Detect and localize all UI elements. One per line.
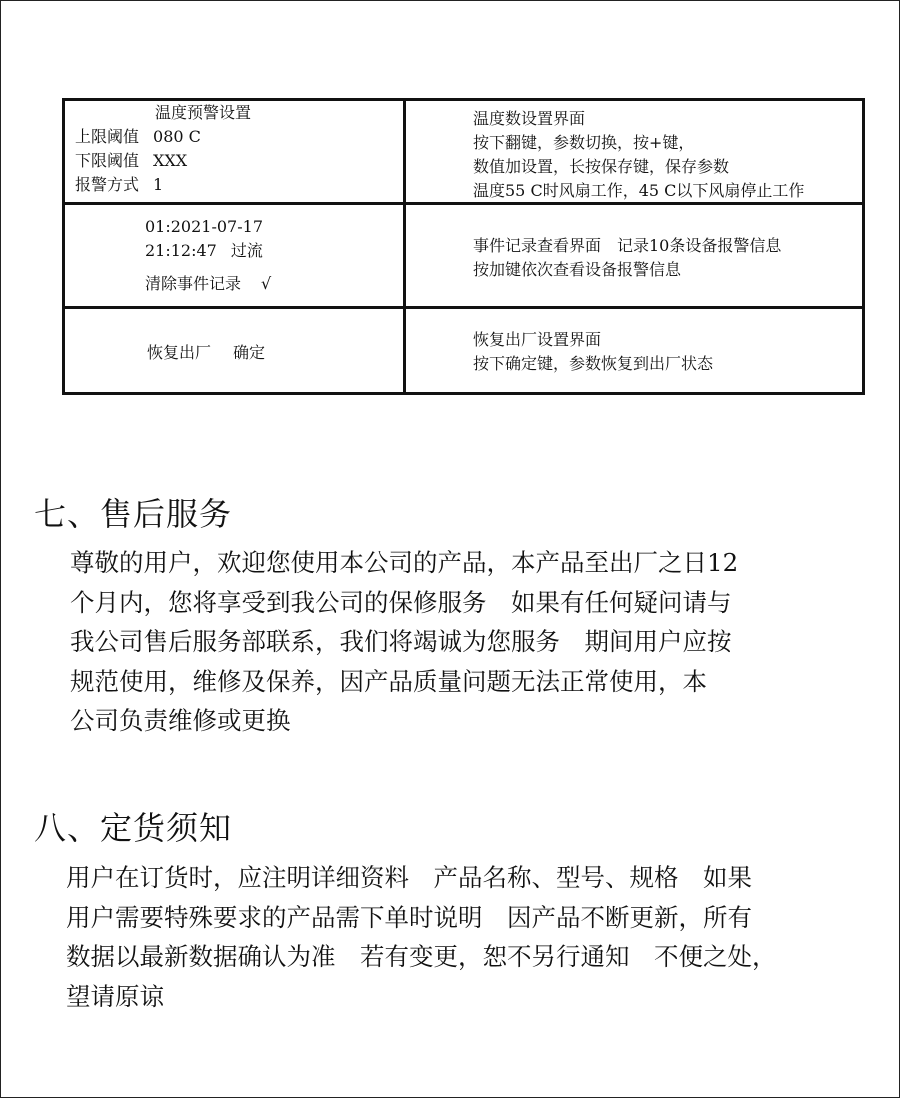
temp-alarm-settings-cell [75,101,251,197]
after-sales-paragraph [70,543,738,741]
upper-threshold-value: 080 C [153,127,201,146]
paragraph-line: 规范使用，维修及保养，因产品质量问题无法正常使用，本 [70,666,707,696]
paragraph-line: 个月内，您将享受到我公司的保修服务 如果有任何疑问请与 [70,587,732,617]
paragraph-line: 尊敬的用户，欢迎您使用本公司的产品，本产品至出厂之日12 [70,548,739,577]
description-line: 温度55 C时风扇工作，45 C以下风扇停止工作 [473,181,805,200]
event-time: 21:12:47 [145,241,217,260]
paragraph-line: 望请原谅 [66,981,164,1011]
description-line: 温度数设置界面 [473,109,586,128]
upper-threshold-row [75,125,251,149]
event-date: 01:2021-07-17 [145,217,263,236]
clear-events-label: 清除事件记录 [145,274,242,293]
event-type: 过流 [230,241,263,260]
factory-reset-cell [147,341,265,365]
after-sales-heading: 七、售后服务 [34,495,233,533]
description-line: 恢复出厂设置界面 [473,330,602,349]
paragraph-line: 公司负责维修或更换 [70,706,291,735]
temp-alarm-title: 温度预警设置 [155,103,252,122]
description-line: 事件记录查看界面 记录10条设备报警信息 [473,236,782,255]
factory-reset-description [473,328,713,376]
description-line: 按下确定键，参数恢复到出厂状态 [473,354,714,373]
upper-threshold-label: 上限阈值 [75,127,140,146]
paragraph-line: 用户在订货时，应注明详细资料 产品名称、型号、规格 如果 [66,863,752,892]
factory-reset-confirm: 确定 [233,343,266,362]
table-divider-row2 [65,306,862,309]
paragraph-line: 用户需要特殊要求的产品需下单时说明 因产品不断更新，所有 [66,902,752,932]
event-record-cell [145,215,271,296]
clear-events-row [145,272,271,296]
ordering-notice-paragraph [66,858,777,1016]
lower-threshold-value: XXX [153,151,188,170]
settings-table [62,98,865,395]
paragraph-line: 我公司售后服务部联系，我们将竭诚为您服务 期间用户应按 [70,627,732,656]
lower-threshold-row [75,149,251,173]
lower-threshold-label: 下限阈值 [75,151,140,170]
temp-settings-description [473,107,804,203]
event-time-row [145,239,271,263]
check-mark-icon: √ [261,274,272,293]
paragraph-line: 数据以最新数据确认为准 若有变更，恕不另行通知 不便之处， [66,942,777,971]
factory-reset-label: 恢复出厂 [147,343,212,362]
alarm-mode-row [75,173,251,197]
description-line: 按下翻键，参数切换，按+键， [473,133,695,152]
table-divider-vertical [403,101,406,392]
alarm-mode-label: 报警方式 [75,175,140,194]
description-line: 按加键依次查看设备报警信息 [473,260,682,279]
description-line: 数值加设置，长按保存键，保存参数 [473,157,730,176]
event-record-description [473,234,781,282]
ordering-notice-heading: 八、定货须知 [34,809,233,847]
alarm-mode-value: 1 [153,175,164,194]
